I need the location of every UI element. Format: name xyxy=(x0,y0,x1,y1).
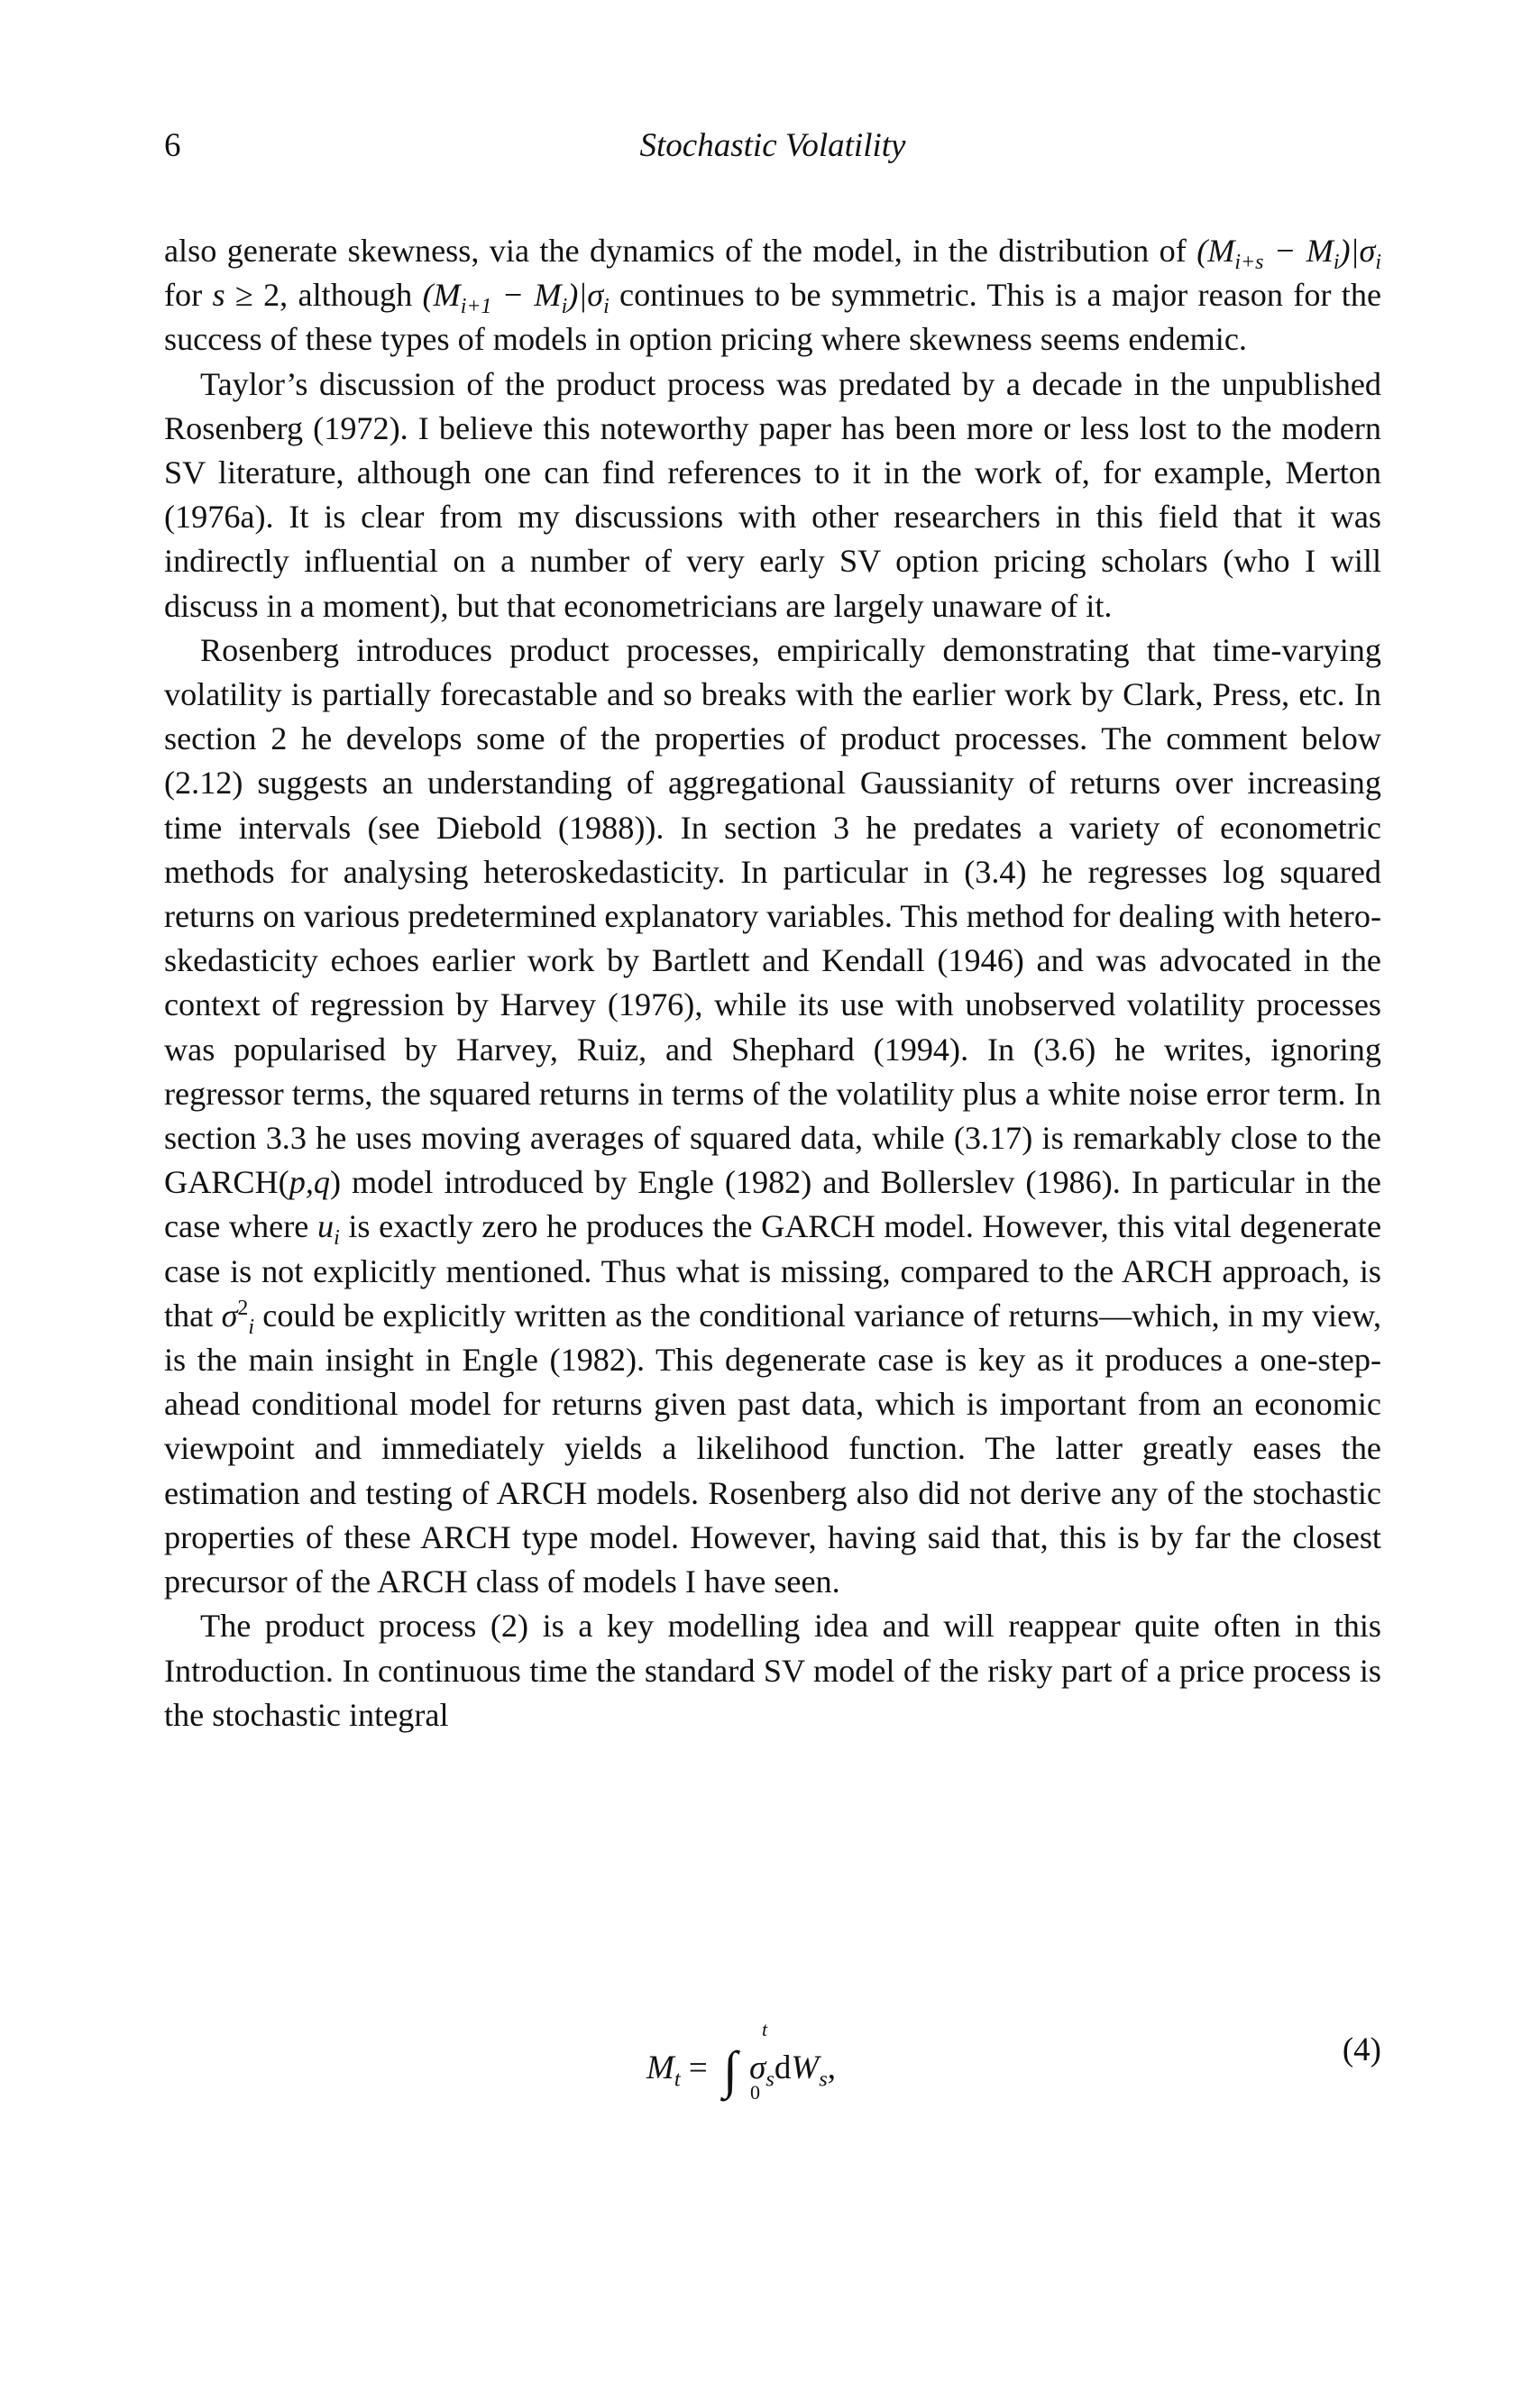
text-run: ≥ 2, although xyxy=(225,277,423,314)
text-run: i xyxy=(1333,251,1340,275)
text-run: 2 xyxy=(237,1296,249,1320)
text-run: could be explicitly written as the conditional variance of returns—which, in my view, is the main insight in Engle (1982). This degenerate case is key as it produces a one-step-ahead conditional model for returns given past data, which is important from an economic viewpoint and immediately yields a likelihood function. The latter greatly eases the estimation and testing of ARCH models. Rosenberg also did not derive any of the stochastic properties of these ARCH type model. However, having said that, this is by far the closest precursor of the ARCH class of models I have seen. xyxy=(164,1297,1381,1600)
upper-limit: t xyxy=(762,2018,768,2040)
eq-wiener-sub: s xyxy=(819,2067,828,2092)
equation-body xyxy=(646,2018,836,2104)
eq-lhs-sub: t xyxy=(674,2067,681,2092)
page-header xyxy=(164,126,1381,171)
text-run: i xyxy=(561,295,568,319)
math-inline: − M xyxy=(1263,233,1334,269)
text-run: continues to be symmetric. This is a major reason for the success of these types of models in option pricing where skewness seems endemic. xyxy=(164,277,1382,358)
paragraph xyxy=(164,628,1381,1604)
text-run: also generate skewness, via the dynamics of the model, in the distribution of xyxy=(164,233,1197,269)
integral-sign: ∫ xyxy=(722,2040,738,2099)
paragraph xyxy=(164,229,1381,362)
eq-equals: = xyxy=(688,2049,708,2086)
math-inline: (M xyxy=(422,277,461,314)
text-run: Taylor’s discussion of the product process was predated by a decade in the unpublished Rosenberg (1972). I believe this noteworthy paper has been more or less lost to the modern SV literature, although one can find references to it in the work of, for example, Merton (1976a). It is clear from my discussions with other researchers in this field that it was indirectly influential on a number of very early SV option pricing scholars (who I will discuss in a moment), but that econometricians are largely unaware of it. xyxy=(164,365,1381,624)
text-run: i xyxy=(248,1316,254,1340)
lower-limit: 0 xyxy=(750,2081,760,2104)
math-inline: − M xyxy=(491,277,562,314)
eq-lhs: M xyxy=(646,2049,674,2086)
body-text xyxy=(164,229,1381,1737)
text-run: for xyxy=(164,277,213,314)
text-run: i xyxy=(334,1226,340,1251)
text-run: i+1 xyxy=(460,295,492,319)
text-run: is exactly zero he produces the GARCH model. However, this vital degenerate case is not explicitly mentioned. Thus what is missing, compared to the ARCH approach, is that xyxy=(164,1208,1382,1334)
text-run: Rosenberg introduces product processes, empirically demonstrating that time-varying volatility is partially forecastable and so breaks with the earlier work by Clark, Press, etc. In section 2 he develops some of the properties of product processes. The comment below (2.12) suggests an understanding of aggregational Gaussianity of returns over increasing time intervals (see Diebold (1988)). In section 3 he predates a variety of econometric methods for analysing heteroskedasticity. In particular in (3.4) he regresses log squared returns on various predetermined explanatory variables. This method for dealing with heteroskedasticity echoes earlier work by Bartlett and Kendall (1946) and was advocated in the context of regression by Harvey (1976), while its use with unobserved volatility processes was popularised by Harvey, Ruiz, and Shephard (1994). In (3.6) he writes, ignoring regressor terms, the squared returns in terms of the volatility plus a white noise error term. In section 3.3 he uses moving averages of squared data, while (3.17) is remarkably close to the GARCH( xyxy=(164,631,1381,1201)
eq-sigma-sub: s xyxy=(765,2067,775,2092)
eq-sigma: σ xyxy=(749,2049,766,2086)
running-title: Stochastic Volatility xyxy=(639,127,906,164)
text-run: The product process (2) is a key modelling idea and will reappear quite often in this Introduction. In continuous time the standard SV model of the risky part of a price process is the stochastic integral xyxy=(164,1608,1381,1733)
equation-number: (4) xyxy=(1342,2031,1381,2068)
math-inline: u xyxy=(316,1208,335,1245)
math-inline: )|σ xyxy=(1339,233,1376,269)
math-inline: )|σ xyxy=(567,277,604,314)
math-inline: s xyxy=(212,277,225,314)
page-number: 6 xyxy=(164,127,181,164)
eq-differential: d xyxy=(774,2049,792,2086)
paragraph xyxy=(164,1604,1381,1737)
eq-wiener: W xyxy=(791,2049,820,2086)
display-equation-4 xyxy=(164,2013,1381,2112)
eq-comma: , xyxy=(827,2049,836,2086)
paragraph xyxy=(164,362,1381,628)
text-run: i xyxy=(1375,251,1381,275)
math-inline: σ xyxy=(221,1297,238,1334)
math-inline: (M xyxy=(1196,233,1235,269)
text-run: i xyxy=(603,295,610,319)
math-inline: p,q xyxy=(289,1164,330,1201)
text-run: ) model introduced by Engle (1982) and Bollerslev (1986). In particular in the case where xyxy=(164,1164,1381,1245)
text-run: i+s xyxy=(1234,251,1264,275)
